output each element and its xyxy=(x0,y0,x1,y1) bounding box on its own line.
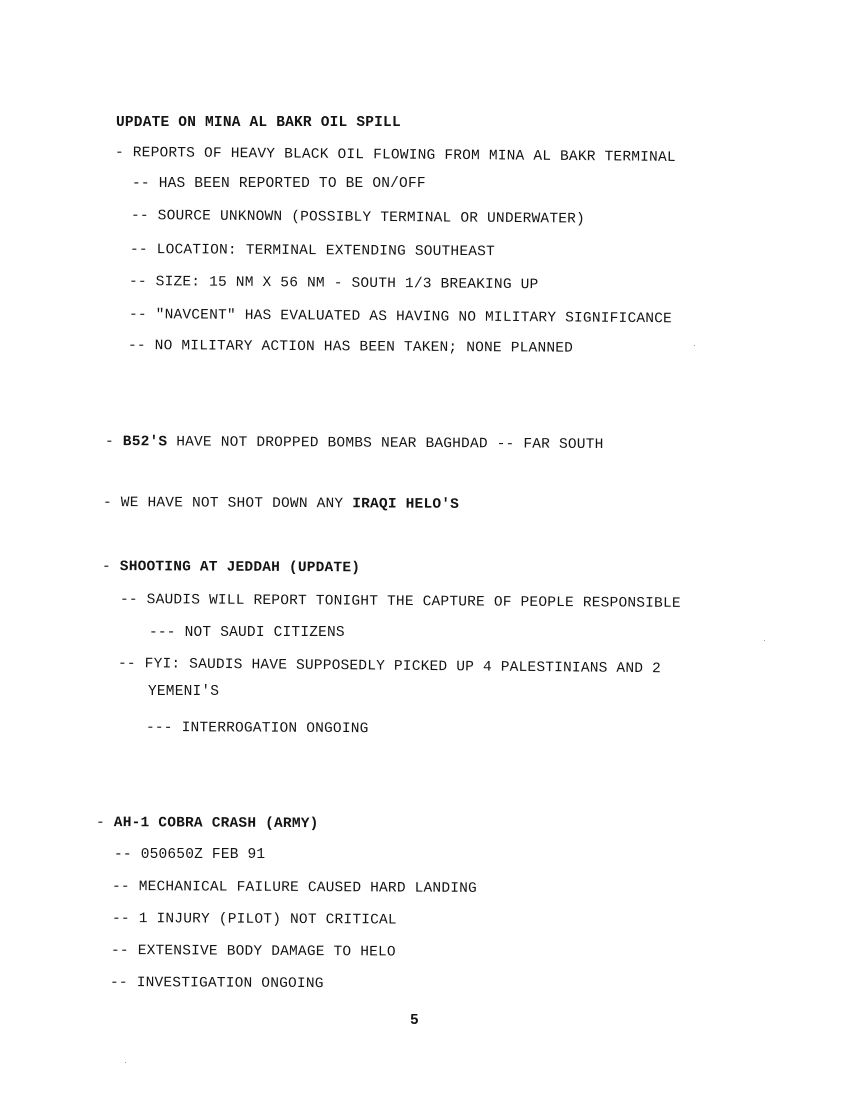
helo-prefix: - WE HAVE NOT SHOT DOWN ANY xyxy=(102,495,353,513)
cobra-heading-line xyxy=(96,814,319,833)
b52-bold: B52'S xyxy=(122,434,168,451)
scan-speck xyxy=(764,640,765,641)
helo-bold: IRAQI HELO'S xyxy=(352,496,460,513)
page-number: 5 xyxy=(410,1013,419,1029)
cobra-item: -- EXTENSIVE BODY DAMAGE TO HELO xyxy=(110,943,396,961)
cobra-item: -- 1 INJURY (PILOT) NOT CRITICAL xyxy=(111,911,397,929)
scan-speck xyxy=(125,1062,126,1063)
cobra-item: -- MECHANICAL FAILURE CAUSED HARD LANDING xyxy=(111,879,478,897)
cobra-heading: AH-1 COBRA CRASH (ARMY) xyxy=(113,815,319,833)
jeddah-item: -- SAUDIS WILL REPORT TONIGHT THE CAPTURE OF PEOPLE RESPONSIBLE xyxy=(119,592,681,612)
b52-rest: HAVE NOT DROPPED BOMBS NEAR BAGHDAD -- FAR SOUTH xyxy=(167,434,604,454)
oil-spill-item: -- SIZE: 15 NM X 56 NM - SOUTH 1/3 BREAKING UP xyxy=(128,274,539,294)
jeddah-item-continuation: YEMENI'S xyxy=(148,684,220,700)
oil-spill-main-point: - REPORTS OF HEAVY BLACK OIL FLOWING FROM MINA AL BAKR TERMINAL xyxy=(114,145,676,166)
helo-line xyxy=(103,494,459,514)
b52-prefix: - xyxy=(104,434,123,451)
jeddah-heading-line xyxy=(102,558,360,577)
oil-spill-item: -- SOURCE UNKNOWN (POSSIBLY TERMINAL OR UNDERWATER) xyxy=(130,208,586,228)
oil-spill-item: -- LOCATION: TERMINAL EXTENDING SOUTHEAST xyxy=(129,242,496,261)
oil-spill-item: -- NO MILITARY ACTION HAS BEEN TAKEN; NONE PLANNED xyxy=(127,338,574,357)
oil-spill-item: -- "NAVCENT" HAS EVALUATED AS HAVING NO MILITARY SIGNIFICANCE xyxy=(128,307,673,328)
oil-spill-heading: UPDATE ON MINA AL BAKR OIL SPILL xyxy=(116,115,401,131)
jeddah-subitem: --- NOT SAUDI CITIZENS xyxy=(149,625,345,641)
b52-line xyxy=(105,433,604,454)
cobra-item: -- INVESTIGATION ONGOING xyxy=(109,975,324,993)
jeddah-heading: SHOOTING AT JEDDAH (UPDATE) xyxy=(119,559,361,577)
cobra-item: -- 050650Z FEB 91 xyxy=(114,847,266,863)
jeddah-prefix: - xyxy=(101,559,120,576)
scan-speck xyxy=(694,345,695,346)
jeddah-subitem: --- INTERROGATION ONGOING xyxy=(145,720,369,738)
oil-spill-item: -- HAS BEEN REPORTED TO BE ON/OFF xyxy=(132,176,426,192)
jeddah-item: -- FYI: SAUDIS HAVE SUPPOSEDLY PICKED UP 4 PALESTINIANS AND 2 xyxy=(117,656,662,678)
cobra-prefix: - xyxy=(95,815,114,832)
